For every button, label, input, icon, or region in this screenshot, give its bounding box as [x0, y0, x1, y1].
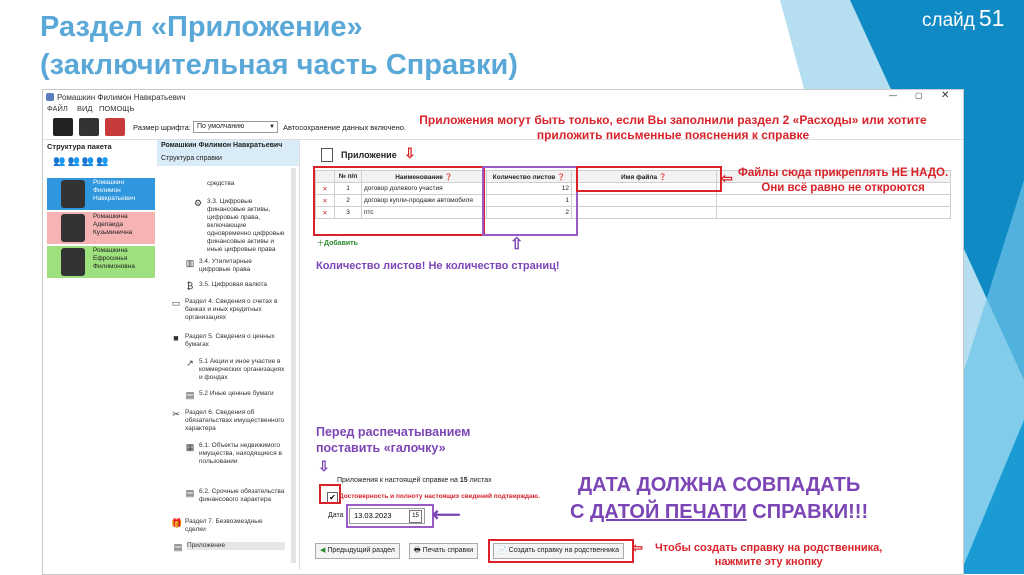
create-relative-label: Создать справку на родственника [508, 547, 620, 554]
print-report-label: Печать справки [422, 547, 474, 554]
gift-icon: 🎁 [171, 518, 183, 528]
app-icon [46, 93, 54, 101]
tree-item[interactable]: Приложение [187, 542, 285, 550]
briefcase-icon: ■ [173, 333, 179, 343]
previous-section-button[interactable] [315, 543, 400, 559]
annotation-date [570, 472, 868, 526]
person-name: Ромашкин Филимон Навкратьевич [93, 179, 136, 202]
annotation-date-part-b: ДАТОЙ ПЕЧАТИ [590, 501, 747, 523]
annotation-checkbox-line1: Перед распечатыванием [316, 425, 471, 439]
tree-item[interactable]: средства [207, 180, 235, 187]
delete-icon[interactable]: ✕ [316, 207, 335, 219]
slide-title [40, 8, 518, 84]
plus-icon: ＋ [317, 240, 324, 247]
delete-icon[interactable]: ✕ [316, 195, 335, 207]
doc-icon: ▤ [185, 488, 195, 498]
tools-icon: ✂ [172, 409, 180, 419]
calendar-icon[interactable]: 15 [409, 510, 422, 523]
count-value: 15 [459, 477, 468, 484]
bars-icon: ▥ [185, 258, 195, 268]
person-item[interactable] [47, 246, 155, 278]
row-name[interactable]: договор купли-продажи автомобиля [362, 195, 487, 207]
printer-icon: 🖶 [414, 547, 421, 554]
annotation-date-part-c: СПРАВКИ!!! [746, 501, 869, 523]
tree-item[interactable]: 5.1 Акции и иное участие в коммерческих организациях и фондах [199, 358, 285, 381]
tree-item[interactable]: 3.3. Цифровые финансовые активы, цифровые права, включающие одновременно цифровые финансовые активы и иные цифровые права [207, 198, 285, 253]
confirm-label: Достоверность и полноту настоящих сведений подтверждаю. [339, 493, 541, 500]
family-icons: 👥👥👥👥 [53, 156, 111, 167]
col-name-label: Наименование [395, 173, 443, 181]
highlight-file-column [576, 166, 722, 192]
highlight-name-column [313, 166, 485, 236]
person-name: Ромашкина Ефросинья Филимоновна [93, 247, 135, 270]
highlight-relative-button [488, 539, 634, 563]
annotation-relative [655, 541, 882, 569]
title-bar [43, 90, 963, 104]
bitcoin-icon: ₿ [186, 281, 194, 291]
attachments-count [337, 477, 492, 484]
gear-icon: ⚙ [193, 198, 203, 208]
font-size-select[interactable] [193, 121, 278, 133]
print-red-icon[interactable] [105, 118, 125, 136]
card-icon: ▭ [171, 298, 181, 308]
confirm-checkbox[interactable]: ✔ [327, 492, 338, 503]
slide-number [922, 5, 1004, 32]
row-name[interactable]: птс [362, 207, 487, 219]
font-size-value: По умолчанию [197, 123, 245, 130]
tree-scrollbar[interactable] [291, 168, 296, 563]
person-item[interactable] [47, 178, 155, 210]
doc-icon: 📄 [498, 547, 507, 554]
annotation-top: Приложения могут быть только, если Вы заполнили раздел 2 «Расходы» или хотите приложить письменные пояснения к справке [419, 113, 927, 142]
date-value: 13.03.2023 [354, 511, 392, 520]
save-icon[interactable] [53, 118, 73, 136]
close-icon[interactable]: ✕ [941, 90, 950, 101]
help-icon[interactable]: ❓ [444, 173, 453, 181]
col-num: № п/п [335, 171, 362, 183]
current-person-name: Ромашкин Филимон Навкратьевич [161, 142, 283, 149]
help-icon[interactable]: ❓ [658, 173, 668, 181]
row-empty [717, 207, 951, 219]
col-sheets-label: Количество листов [492, 173, 556, 181]
delete-icon[interactable]: ✕ [316, 183, 335, 195]
annotation-files [738, 166, 948, 196]
annotation-checkbox [316, 424, 470, 456]
annotation-checkbox-line2: поставить «галочку» [316, 441, 446, 455]
slide-title-line1: Раздел «Приложение» [40, 11, 363, 43]
tree-item[interactable]: 3.5. Цифровая валюта [199, 281, 268, 288]
annotation-files-line2: Они всё равно не откроются [761, 182, 925, 194]
arrow-left-icon: ⇦ [632, 540, 643, 555]
person-name: Ромашкина Аделаида Кузьминична [93, 213, 133, 236]
avatar [61, 214, 85, 242]
row-num: 1 [335, 183, 362, 195]
help-icon[interactable]: ❓ [557, 173, 566, 181]
row-sheets[interactable]: 12 [487, 183, 572, 195]
add-button[interactable] [317, 238, 358, 248]
section-title: Приложение [341, 150, 397, 160]
annotation-date-line2 [570, 499, 868, 526]
col-file-label: Имя файла [620, 173, 658, 181]
minimize-icon[interactable]: — [889, 91, 897, 100]
annotation-relative-line1: Чтобы создать справку на родственника, [655, 542, 883, 554]
row-file[interactable] [572, 195, 717, 207]
row-sheets[interactable]: 1 [487, 195, 572, 207]
arrow-left-icon: ◀ [320, 547, 326, 554]
tree-item[interactable]: Раздел 5. Сведения о ценных бумагах [185, 333, 275, 348]
tree-item[interactable]: 6.1. Объекты недвижимого имущества, находящиеся в пользовании [199, 442, 282, 465]
arrow-down-icon: ⇩ [318, 458, 330, 474]
row-sheets[interactable]: 2 [487, 207, 572, 219]
package-structure-heading: Структура пакета [47, 142, 112, 151]
previous-section-label: Предыдущий раздел [327, 547, 395, 554]
document-structure-panel [157, 140, 300, 570]
slide-title-line2: (заключительная часть Справки) [40, 49, 518, 81]
tree-item[interactable]: Раздел 6. Сведения об обязательствах имущественного характера [185, 409, 285, 432]
date-label: Дата [328, 512, 344, 519]
structure-title: Структура справки [161, 155, 222, 162]
count-prefix: Приложения к настоящей справке на [337, 477, 458, 484]
section-doc-icon [321, 148, 333, 162]
current-person-header [157, 140, 299, 166]
annotation-relative-line2: нажмите эту кнопку [714, 556, 823, 568]
doc-icon: ▤ [185, 390, 195, 400]
arrow-left-icon: ⇦ [721, 170, 733, 186]
slide-number-label: слайд [922, 10, 975, 31]
avatar [61, 180, 85, 208]
chevron-down-icon: ▼ [269, 124, 275, 130]
menu-help[interactable]: ПОМОЩЬ [99, 104, 135, 113]
arrow-down-icon: ⇩ [404, 145, 416, 161]
menu-file[interactable]: ФАЙЛ [47, 104, 68, 113]
maximize-icon[interactable]: ▢ [915, 91, 923, 100]
menu-view[interactable]: ВИД [77, 104, 93, 113]
tree-item[interactable]: 3.4. Утилитарные цифровые права [199, 258, 252, 273]
window-title: Ромашкин Филимон Навкратьевич [57, 93, 186, 102]
annotation-date-line1: ДАТА ДОЛЖНА СОВПАДАТЬ [577, 474, 861, 496]
annotation-date-part-a: С [570, 501, 590, 523]
row-file[interactable] [572, 207, 717, 219]
count-suffix: листах [469, 477, 492, 484]
autosave-text: Автосохранение данных включено. [283, 123, 406, 132]
tree-item[interactable]: 6.2. Срочные обязательства финансового характера [199, 488, 285, 503]
row-num: 3 [335, 207, 362, 219]
row-num: 2 [335, 195, 362, 207]
print-report-button[interactable] [409, 543, 478, 559]
row-name[interactable]: договор долевого участия [362, 183, 487, 195]
building-icon: ▦ [185, 442, 195, 452]
arrow-left-icon: ⟵ [432, 504, 461, 526]
tree-item[interactable]: Раздел 7. Безвозмездные сделки [185, 518, 263, 533]
print-icon[interactable] [79, 118, 99, 136]
highlight-sheets-column [482, 166, 578, 236]
add-label: Добавить [324, 240, 358, 247]
font-size-label: Размер шрифта: [133, 123, 191, 132]
row-empty [717, 195, 951, 207]
slide-number-value: 51 [978, 5, 1005, 31]
chart-icon: ↗ [186, 358, 194, 368]
annotation-sheets: Количество листов! Не количество страниц! [316, 260, 560, 272]
annotation-files-line1: Файлы сюда прикреплять НЕ НАДО. [738, 167, 949, 179]
avatar [61, 248, 85, 276]
doc-icon: ▤ [173, 542, 183, 552]
tree-item[interactable]: 5.2 Иные ценные бумаги [199, 390, 274, 397]
arrow-up-icon: ⇧ [510, 236, 524, 253]
person-item[interactable] [47, 212, 155, 244]
tree-item[interactable]: Раздел 4. Сведения о счетах в банках и иных кредитных организациях [185, 298, 278, 321]
highlight-checkbox [319, 484, 341, 504]
package-structure-panel [43, 140, 158, 570]
highlight-date [346, 504, 434, 528]
